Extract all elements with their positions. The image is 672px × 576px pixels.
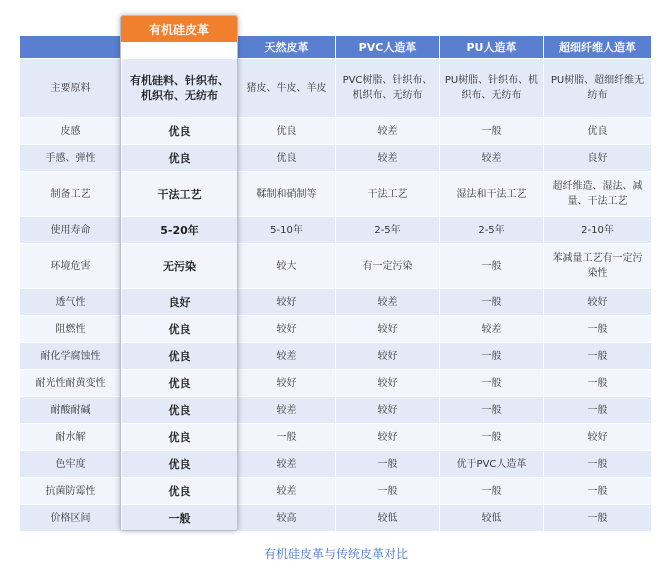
table-cell: 一般	[440, 118, 544, 145]
table-cell: 优良	[122, 451, 238, 478]
table-cell: 较好	[336, 343, 440, 370]
table-cell: 一般	[122, 505, 238, 532]
table-cell: 5-20年	[122, 217, 238, 244]
table-row	[20, 59, 652, 118]
table-cell: 优良	[238, 145, 336, 172]
table-cell: 较差	[440, 316, 544, 343]
row-label-cell: 色牢度	[20, 451, 122, 478]
table-cell: 一般	[336, 451, 440, 478]
table-cell: 优良	[122, 316, 238, 343]
table-cell: 良好	[544, 145, 652, 172]
table-cell: 一般	[544, 370, 652, 397]
table-cell: 一般	[544, 451, 652, 478]
table-cell: 优良	[122, 478, 238, 505]
table-cell: PU树脂、超细纤维无纺布	[544, 59, 652, 118]
table-cell: 2-5年	[336, 217, 440, 244]
table-row	[20, 343, 652, 370]
table-cell: 一般	[544, 505, 652, 532]
table-cell: 优良	[238, 118, 336, 145]
table-cell: 较差	[238, 478, 336, 505]
table-body	[20, 59, 652, 532]
table-row	[20, 217, 652, 244]
row-label-cell: 手感、弹性	[20, 145, 122, 172]
table-cell: 干法工艺	[336, 172, 440, 217]
table-cell: 良好	[122, 289, 238, 316]
table-cell: 优良	[122, 424, 238, 451]
row-label-cell: 耐酸耐碱	[20, 397, 122, 424]
table-cell: 干法工艺	[122, 172, 238, 217]
table-cell: 较差	[440, 145, 544, 172]
table-cell: 较好	[336, 370, 440, 397]
header-cell-pvc: PVC人造革	[336, 36, 440, 59]
table-cell: 较好	[336, 316, 440, 343]
table-cell: 优于PVC人造革	[440, 451, 544, 478]
table-row	[20, 244, 652, 289]
row-label-cell: 透气性	[20, 289, 122, 316]
table-row	[20, 451, 652, 478]
table-cell: 一般	[238, 424, 336, 451]
table-cell: PU树脂、针织布、机织布、无纺布	[440, 59, 544, 118]
table-cell: 优良	[122, 397, 238, 424]
table-cell: 一般	[544, 478, 652, 505]
table-row	[20, 289, 652, 316]
table-cell: 较好	[238, 289, 336, 316]
table-cell: PVC树脂、针织布、机织布、无纺布	[336, 59, 440, 118]
table-cell: 有一定污染	[336, 244, 440, 289]
row-label-cell: 环境危害	[20, 244, 122, 289]
table-cell: 苯减量工艺有一定污染性	[544, 244, 652, 289]
table-cell: 一般	[544, 343, 652, 370]
table-cell: 较差	[238, 343, 336, 370]
table-cell: 优良	[122, 370, 238, 397]
row-label-cell: 抗菌防霉性	[20, 478, 122, 505]
table-cell: 一般	[336, 478, 440, 505]
table-cell: 较好	[336, 424, 440, 451]
table-cell: 无污染	[122, 244, 238, 289]
table-cell: 2-5年	[440, 217, 544, 244]
table-cell: 较差	[238, 451, 336, 478]
table-row	[20, 478, 652, 505]
row-label-cell: 使用寿命	[20, 217, 122, 244]
row-label-cell: 耐光性耐黄变性	[20, 370, 122, 397]
table-cell: 较差	[238, 397, 336, 424]
table-row	[20, 397, 652, 424]
table-row	[20, 370, 652, 397]
row-label-cell: 价格区间	[20, 505, 122, 532]
table-cell: 较差	[336, 145, 440, 172]
table-caption: 有机硅皮革与传统皮革对比	[263, 547, 408, 561]
table-cell: 较好	[336, 397, 440, 424]
row-label-cell: 阻燃性	[20, 316, 122, 343]
highlight-column-header: 有机硅皮革	[121, 16, 237, 42]
table-cell: 湿法和干法工艺	[440, 172, 544, 217]
header-cell-microfiber: 超细纤维人造革	[544, 36, 652, 59]
table-cell: 优良	[122, 343, 238, 370]
table-cell: 一般	[440, 424, 544, 451]
table-header-row	[20, 36, 652, 59]
table-row	[20, 316, 652, 343]
row-label-cell: 耐化学腐蚀性	[20, 343, 122, 370]
table-cell: 一般	[440, 397, 544, 424]
table-cell: 较低	[440, 505, 544, 532]
row-label-cell: 制备工艺	[20, 172, 122, 217]
table-cell: 较好	[238, 316, 336, 343]
table-cell: 超纤维造、湿法、减量、干法工艺	[544, 172, 652, 217]
table-cell: 较差	[336, 289, 440, 316]
comparison-table-container	[19, 35, 651, 532]
table-cell: 一般	[440, 478, 544, 505]
table-row	[20, 145, 652, 172]
table-cell: 较好	[544, 424, 652, 451]
row-label-cell: 主要原料	[20, 59, 122, 118]
table-cell: 一般	[440, 370, 544, 397]
table-cell: 一般	[440, 343, 544, 370]
table-cell: 鞣制和硝制等	[238, 172, 336, 217]
table-cell: 有机硅料、针织布、机织布、无纺布	[122, 59, 238, 118]
table-cell: 5-10年	[238, 217, 336, 244]
header-cell-empty	[20, 36, 122, 59]
table-cell: 一般	[544, 316, 652, 343]
table-cell: 较好	[544, 289, 652, 316]
table-cell: 较低	[336, 505, 440, 532]
table-cell: 优良	[544, 118, 652, 145]
table-cell: 较高	[238, 505, 336, 532]
header-cell-natural: 天然皮革	[238, 36, 336, 59]
table-cell: 2-10年	[544, 217, 652, 244]
table-row	[20, 505, 652, 532]
table-cell: 猪皮、牛皮、羊皮	[238, 59, 336, 118]
row-label-cell: 皮感	[20, 118, 122, 145]
comparison-table	[19, 35, 652, 532]
table-cell: 优良	[122, 118, 238, 145]
row-label-cell: 耐水解	[20, 424, 122, 451]
table-cell: 较好	[238, 370, 336, 397]
table-row	[20, 118, 652, 145]
table-cell: 一般	[440, 244, 544, 289]
table-row	[20, 172, 652, 217]
table-cell: 优良	[122, 145, 238, 172]
table-cell: 一般	[440, 289, 544, 316]
table-cell: 一般	[544, 397, 652, 424]
header-cell-pu: PU人造革	[440, 36, 544, 59]
table-cell: 较大	[238, 244, 336, 289]
table-row	[20, 424, 652, 451]
table-cell: 较差	[336, 118, 440, 145]
